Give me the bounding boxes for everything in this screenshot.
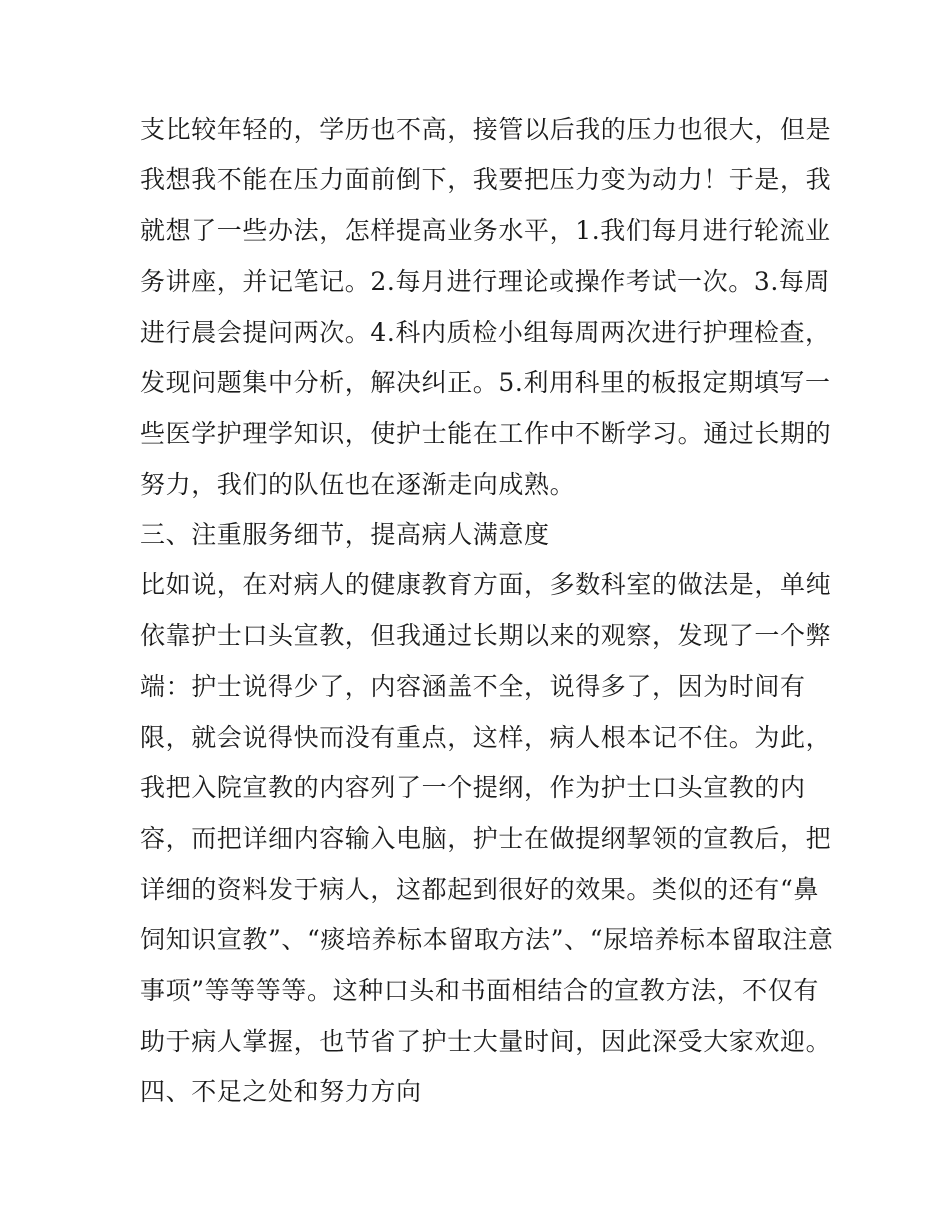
text-line: 容，而把详细内容输入电脑，护士在做提纲挈领的宣教后，把	[140, 824, 832, 853]
text-line: 助于病人掌握，也节省了护士大量时间，因此深受大家欢迎。	[140, 1027, 832, 1056]
text-line: 发现问题集中分析，解决纠正。5.利用科里的板报定期填写一	[140, 368, 831, 397]
text-line: 限，就会说得快而没有重点，这样，病人根本记不住。为此，	[140, 723, 832, 752]
text-line: 端：护士说得少了，内容涵盖不全，说得多了，因为时间有	[140, 672, 806, 701]
text-line: 详细的资料发于病人，这都起到很好的效果。类似的还有“鼻	[140, 875, 819, 904]
text-line: 努力，我们的队伍也在逐渐走向成熟。	[140, 470, 576, 499]
section-heading: 四、不足之处和努力方向	[140, 1077, 422, 1106]
text-line: 我把入院宣教的内容列了一个提纲，作为护士口头宣教的内	[140, 773, 806, 802]
text-line: 支比较年轻的，学历也不高，接管以后我的压力也很大，但是	[140, 115, 832, 144]
text-line: 饲知识宣教”、“痰培养标本留取方法”、“尿培养标本留取注意	[140, 925, 834, 954]
section-heading: 三、注重服务细节，提高病人满意度	[140, 520, 550, 549]
text-line: 就想了一些办法，怎样提高业务水平，1.我们每月进行轮流业	[140, 216, 831, 245]
text-line: 务讲座，并记笔记。2.每月进行理论或操作考试一次。3.每周	[140, 267, 831, 296]
text-line: 我想我不能在压力面前倒下，我要把压力变为动力！于是，我	[140, 165, 832, 194]
text-line: 比如说，在对病人的健康教育方面，多数科室的做法是，单纯	[140, 570, 832, 599]
text-line: 事项”等等等等。这种口头和书面相结合的宣教方法，不仅有	[140, 976, 819, 1005]
text-line: 些医学护理学知识，使护士能在工作中不断学习。通过长期的	[140, 419, 832, 448]
text-line: 依靠护士口头宣教，但我通过长期以来的观察，发现了一个弊	[140, 621, 832, 650]
text-line: 进行晨会提问两次。4.科内质检小组每周两次进行护理检查，	[140, 318, 831, 347]
